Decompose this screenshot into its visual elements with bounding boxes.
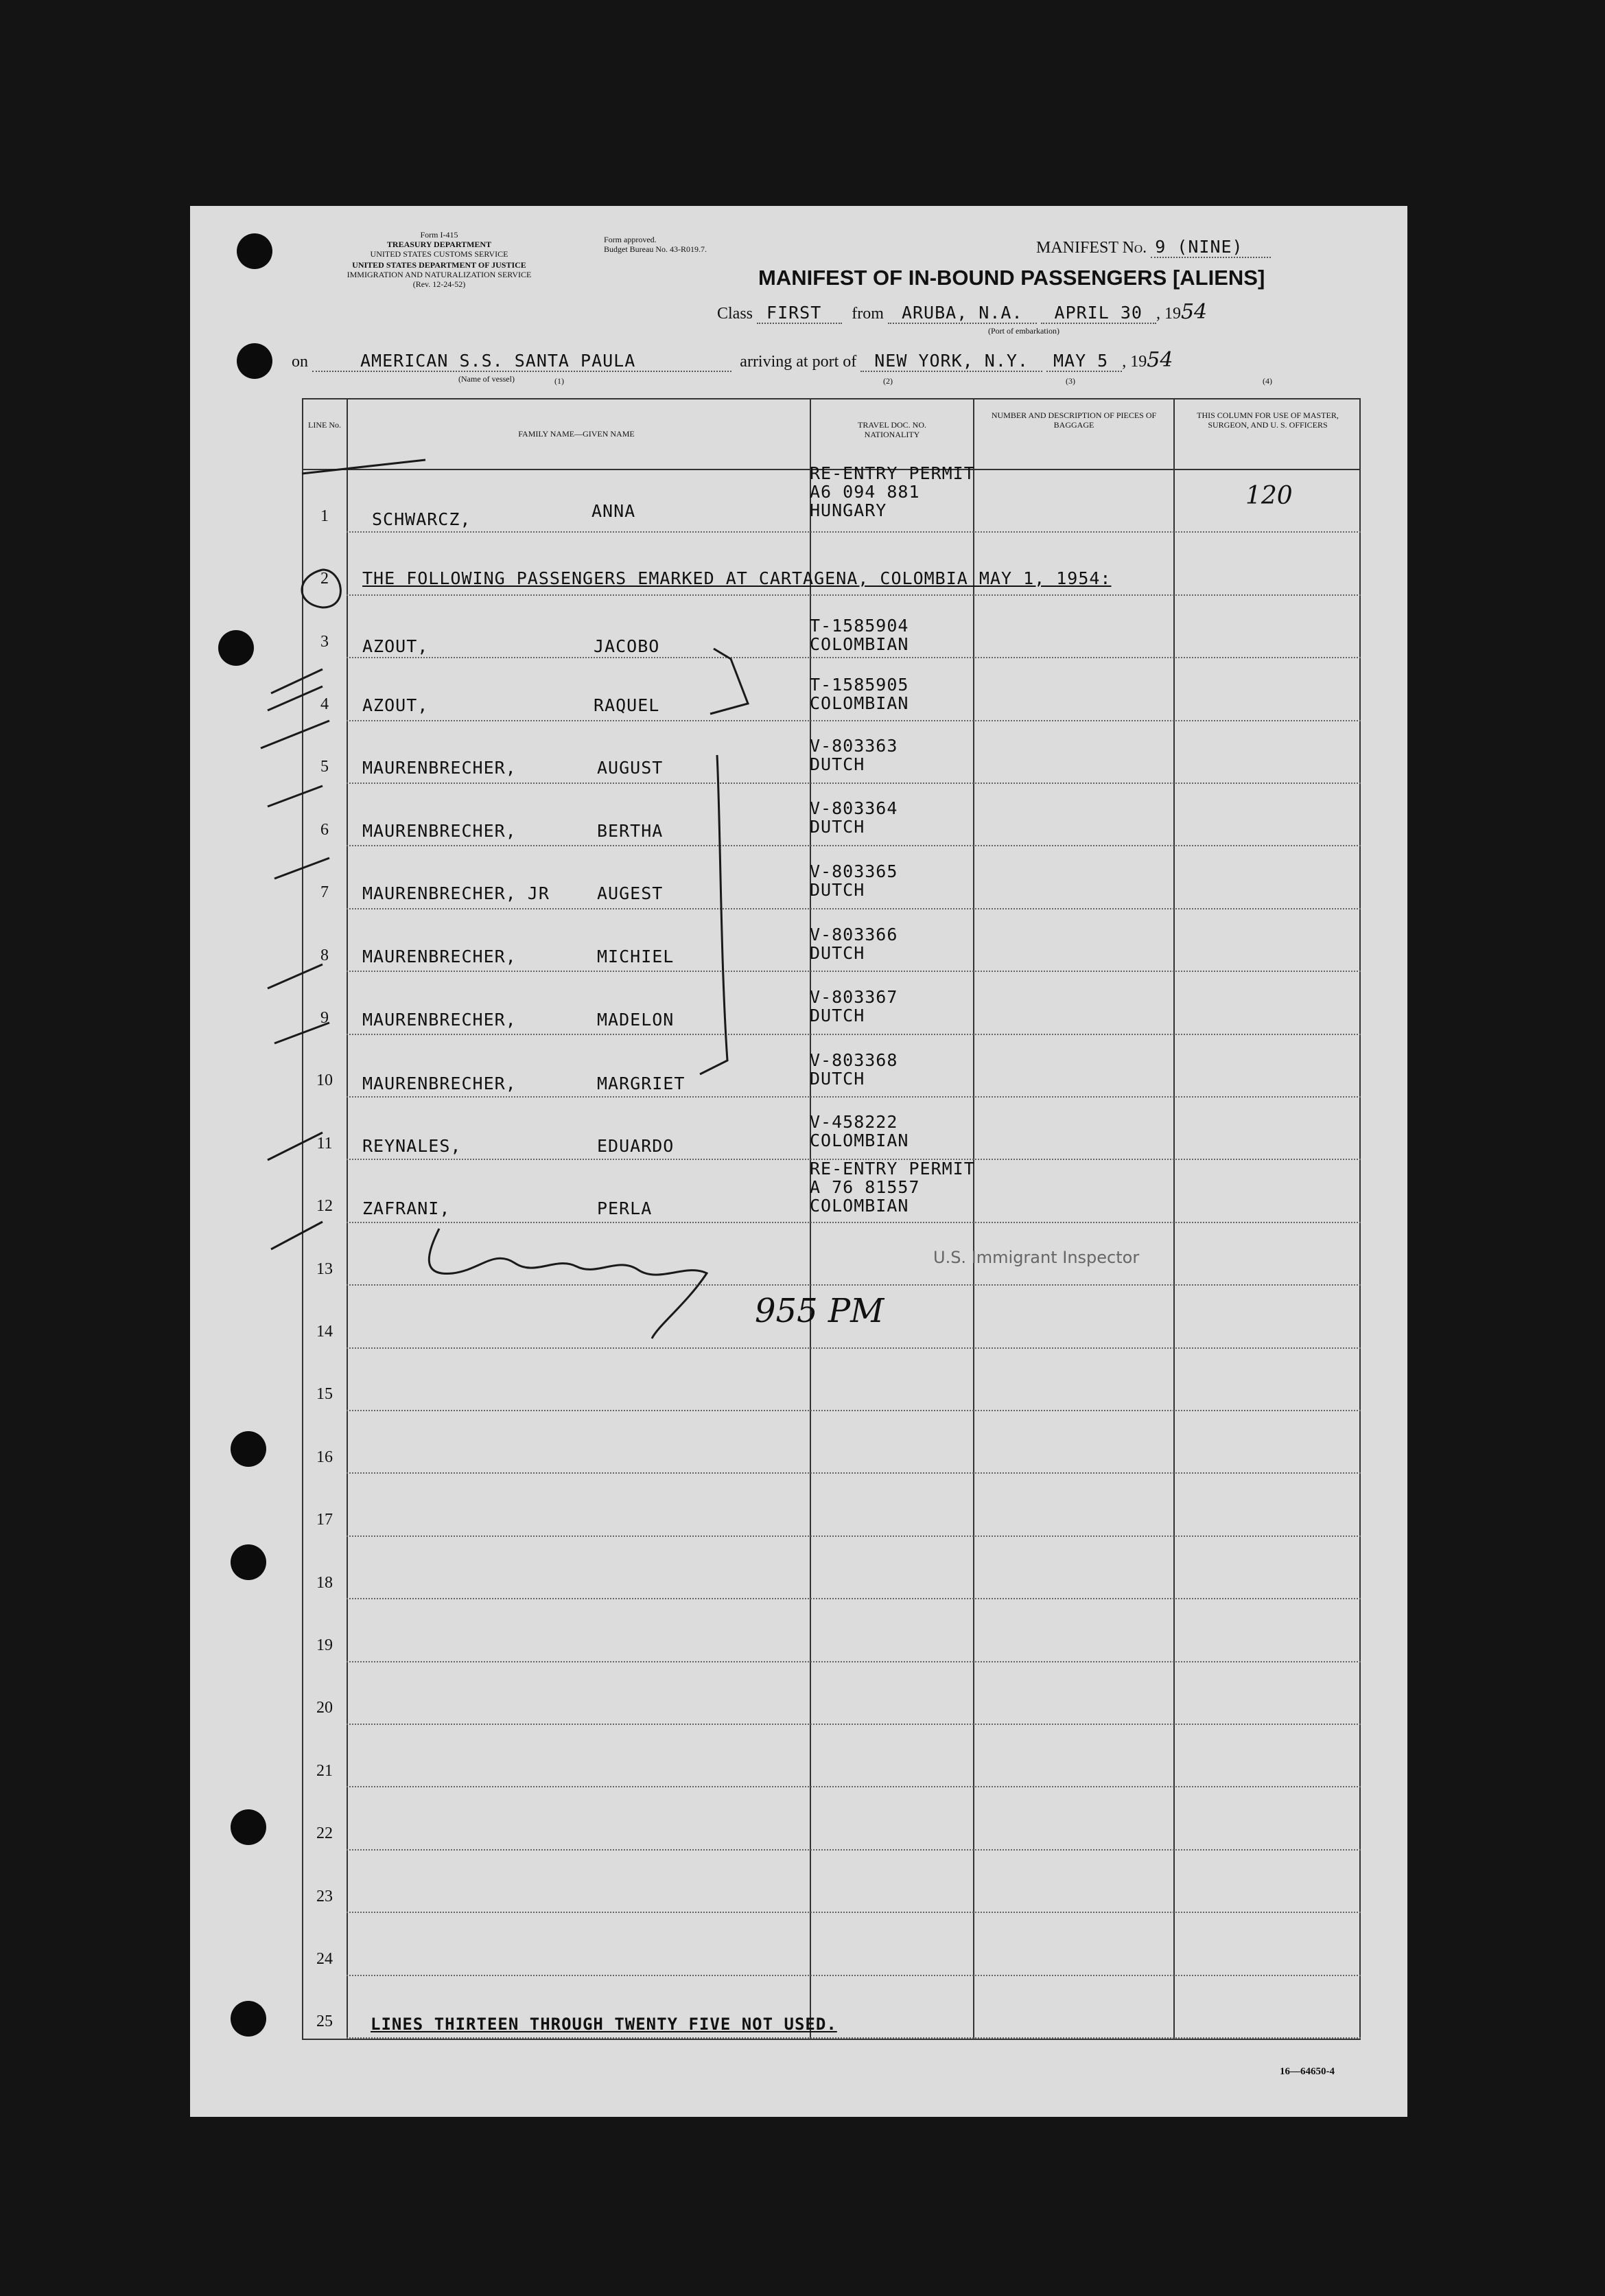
- row-1-doc-line-2: A6 094 881: [810, 482, 920, 502]
- line-number: 23: [316, 1887, 333, 1905]
- page-title: MANIFEST OF IN-BOUND PASSENGERS [ALIENS]: [758, 266, 1265, 290]
- line-number: 21: [316, 1761, 333, 1780]
- row-9-doc-line-2: DUTCH: [810, 1006, 865, 1025]
- departure-date: APRIL 30: [1041, 303, 1156, 324]
- col-baggage-heading: NUMBER AND DESCRIPTION OF PIECES OF BAGGAGE: [991, 410, 1157, 430]
- inspector-stamp: U.S. Immigrant Inspector: [933, 1248, 1140, 1267]
- from-value: ARUBA, N.A.: [888, 303, 1037, 324]
- row-1-given-name: ANNA: [591, 501, 636, 521]
- customs-service: UNITED STATES CUSTOMS SERVICE: [370, 249, 508, 259]
- column-number-1: (1): [554, 376, 564, 386]
- print-code: 16—64650-4: [1280, 2066, 1335, 2077]
- row-11-doc-line-1: V-458222: [810, 1112, 898, 1132]
- row-1-family-name: SCHWARCZ,: [372, 509, 471, 529]
- row-8-given-name: MICHIEL: [597, 947, 675, 966]
- form-number: Form I-415: [420, 230, 458, 240]
- row-4-given-name: RAQUEL: [594, 695, 660, 715]
- line-2-circle: [302, 570, 340, 607]
- vessel-caption: (Name of vessel): [458, 374, 515, 384]
- row-12-doc-line-1: RE-ENTRY PERMIT: [810, 1159, 975, 1179]
- class-value: FIRST: [757, 303, 842, 324]
- row-11-doc-line-2: COLOMBIAN: [810, 1130, 909, 1150]
- line-number: 7: [320, 883, 329, 902]
- line-number: 9: [320, 1008, 329, 1027]
- line-number: 4: [320, 695, 329, 713]
- row-4-doc-line-1: T-1585905: [810, 675, 909, 695]
- line-number: 12: [316, 1197, 333, 1216]
- row-5-family-name: MAURENBRECHER,: [362, 758, 517, 778]
- port-of-embarkation-caption: (Port of embarkation): [988, 326, 1059, 336]
- col-name-heading: FAMILY NAME—GIVEN NAME: [518, 429, 635, 439]
- row-12-doc-line-3: COLOMBIAN: [810, 1196, 909, 1216]
- line-number: 6: [320, 820, 329, 839]
- strike-mark: [261, 460, 425, 1249]
- line-number: 15: [316, 1385, 333, 1404]
- line-number: 22: [316, 1824, 333, 1843]
- row-3-doc-line-2: COLOMBIAN: [810, 634, 909, 654]
- column-number-3: (3): [1066, 376, 1075, 386]
- year-prefix: , 19: [1156, 305, 1181, 323]
- arrival-date: MAY 5: [1046, 351, 1122, 372]
- row-4-doc-line-2: COLOMBIAN: [810, 693, 909, 713]
- row-7-doc-line-1: V-803365: [810, 861, 898, 881]
- line-number: 3: [320, 632, 329, 651]
- treasury-department: TREASURY DEPARTMENT: [386, 240, 492, 249]
- col-travel-doc-heading: TRAVEL DOC. NO. NATIONALITY: [857, 420, 926, 439]
- from-label: from: [852, 305, 884, 323]
- line-number: 16: [316, 1448, 333, 1466]
- row-10-given-name: MARGRIET: [597, 1074, 686, 1093]
- class-label: Class: [717, 305, 753, 323]
- line-number: 13: [316, 1260, 333, 1278]
- row-6-doc-line-2: DUTCH: [810, 817, 865, 837]
- row-9-family-name: MAURENBRECHER,: [362, 1010, 517, 1030]
- arrival-port: NEW YORK, N.Y.: [860, 351, 1042, 372]
- col-officers-heading: THIS COLUMN FOR USE OF MASTER, SURGEON, AND U. S. OFFICERS: [1197, 410, 1339, 430]
- row-1-doc-line-3: HUNGARY: [810, 500, 887, 520]
- department-of-justice: UNITED STATES DEPARTMENT OF JUSTICE: [352, 260, 526, 270]
- on-label: on: [292, 353, 308, 371]
- form-approved: Form approved.: [604, 235, 657, 244]
- row-12-family-name: ZAFRANI,: [362, 1198, 451, 1218]
- row-7-family-name: MAURENBRECHER, JR: [362, 883, 550, 903]
- row-9-doc-line-1: V-803367: [810, 987, 898, 1007]
- line-number: 10: [316, 1071, 333, 1090]
- column-number-4: (4): [1263, 376, 1272, 386]
- row-3-given-name: JACOBO: [594, 636, 660, 656]
- row-5-given-name: AUGUST: [597, 758, 664, 778]
- manifest-number-value: 9 (NINE): [1151, 237, 1270, 258]
- row-3-family-name: AZOUT,: [362, 636, 429, 656]
- row-5-doc-line-2: DUTCH: [810, 754, 865, 774]
- manifest-number-label: MANIFEST No.: [1036, 239, 1147, 257]
- line-number: 25: [316, 2013, 333, 2031]
- check-mark: [710, 649, 748, 714]
- vessel-name: AMERICAN S.S. SANTA PAULA: [312, 351, 731, 372]
- row-7-given-name: AUGEST: [597, 883, 664, 903]
- row-8-family-name: MAURENBRECHER,: [362, 947, 517, 966]
- row-2-embark-note: THE FOLLOWING PASSENGERS EMARKED AT CARTAGENA, COLOMBIA MAY 1, 1954:: [362, 568, 1112, 588]
- row-10-family-name: MAURENBRECHER,: [362, 1074, 517, 1093]
- row-6-family-name: MAURENBRECHER,: [362, 821, 517, 841]
- revision: (Rev. 12-24-52): [412, 279, 466, 289]
- row-5-doc-line-1: V-803363: [810, 736, 898, 756]
- unused-lines-note: LINES THIRTEEN THROUGH TWENTY FIVE NOT USED.: [371, 2015, 837, 2034]
- inspection-time-note: 955 PM: [755, 1292, 884, 1330]
- row-11-family-name: REYNALES,: [362, 1136, 462, 1156]
- row-11-given-name: EDUARDO: [597, 1136, 675, 1156]
- row-6-given-name: BERTHA: [597, 821, 664, 841]
- line-number: 20: [316, 1699, 333, 1717]
- year-prefix-2: , 19: [1122, 353, 1147, 371]
- bracket-mark: [700, 755, 727, 1074]
- row-9-given-name: MADELON: [597, 1010, 675, 1030]
- departure-year: 54: [1180, 300, 1208, 324]
- row-4-family-name: AZOUT,: [362, 695, 429, 715]
- inspector-signature: [429, 1229, 707, 1338]
- row-8-doc-line-2: DUTCH: [810, 943, 865, 963]
- line-number: 19: [316, 1636, 333, 1654]
- line-number: 24: [316, 1949, 333, 1968]
- arriving-label: arriving at port of: [740, 353, 857, 371]
- line-number: 14: [316, 1322, 333, 1341]
- col-line-no-heading: LINE No.: [308, 420, 341, 430]
- arrival-year: 54: [1147, 348, 1173, 372]
- row-1-doc-line-1: RE-ENTRY PERMIT: [810, 463, 975, 483]
- row-7-doc-line-2: DUTCH: [810, 880, 865, 900]
- ins: IMMIGRATION AND NATURALIZATION SERVICE: [347, 270, 532, 279]
- line-number: 1: [320, 507, 329, 525]
- line-number: 2: [320, 570, 329, 588]
- column-number-2: (2): [883, 376, 893, 386]
- row-12-doc-line-2: A 76 81557: [810, 1177, 920, 1197]
- line-number: 18: [316, 1573, 333, 1592]
- budget-bureau: Budget Bureau No. 43-R019.7.: [604, 244, 707, 254]
- line-number: 11: [316, 1134, 333, 1152]
- officer-count: 120: [1245, 482, 1293, 510]
- line-number: 17: [316, 1511, 333, 1529]
- row-3-doc-line-1: T-1585904: [810, 616, 909, 636]
- row-12-given-name: PERLA: [597, 1198, 653, 1218]
- row-10-doc-line-1: V-803368: [810, 1050, 898, 1070]
- row-8-doc-line-1: V-803366: [810, 925, 898, 944]
- row-6-doc-line-1: V-803364: [810, 798, 898, 818]
- row-10-doc-line-2: DUTCH: [810, 1069, 865, 1089]
- line-number: 8: [320, 946, 329, 964]
- line-number: 5: [320, 758, 329, 776]
